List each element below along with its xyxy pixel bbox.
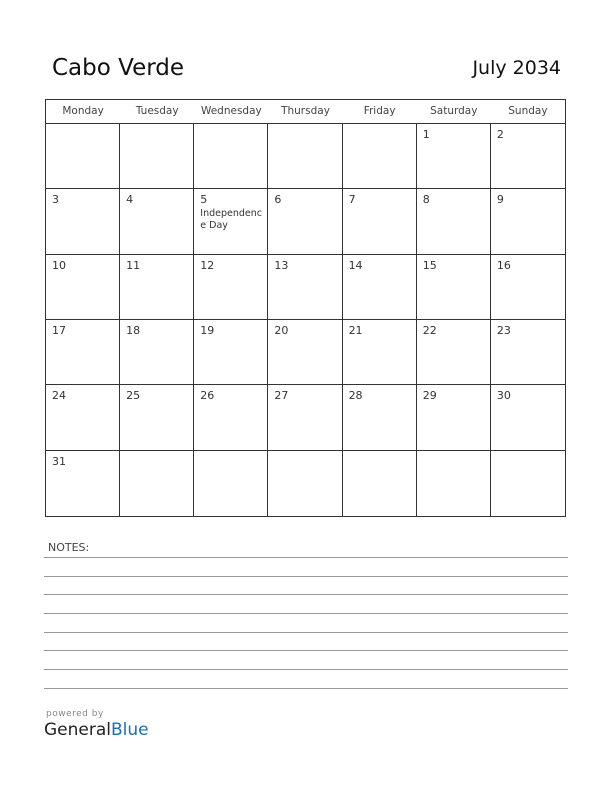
day-cell [120,255,194,320]
day-number: 18 [126,324,141,337]
day-cell [268,189,342,254]
day-cell [194,189,268,254]
day-cell [268,124,342,189]
weekday-label: Monday [62,105,104,117]
day-number: 9 [496,193,504,207]
day-number: 3 [52,193,59,207]
calendar-grid [45,99,566,517]
day-number: 6 [274,193,282,207]
brand-part-blue: Blue [111,720,149,740]
notes-line [44,650,568,651]
weekday-label: Friday [363,105,396,117]
day-cell [46,320,120,385]
weekday-label: Tuesday [135,105,179,117]
day-cell [491,320,565,385]
day-cell [268,320,342,385]
day-cell [268,451,342,516]
notes-line [44,594,568,595]
day-number: 23 [496,324,511,337]
country-title: Cabo Verde [52,55,185,81]
day-number: 4 [126,193,134,207]
day-number: 17 [52,324,66,337]
day-number: 12 [200,258,215,272]
day-cell [268,385,342,450]
day-cell [46,124,120,189]
day-number: 15 [422,258,437,272]
day-cell [120,189,194,254]
day-cell [491,385,565,450]
notes-line [44,613,568,614]
brand-part-general: General [44,720,111,740]
month-year: July 2034 [472,57,561,79]
notes-label: NOTES: [48,541,90,554]
weekday-label: Saturday [430,105,478,117]
day-cell [194,124,268,189]
weekday-label: Thursday [281,105,330,117]
day-cell [46,451,120,516]
powered-by-text: powered by [46,709,104,719]
day-cell [120,320,194,385]
day-cell [417,124,491,189]
day-cell [343,189,417,254]
weekday-header [46,100,565,124]
holiday-label: Independence Day [200,208,262,232]
day-cell [417,255,491,320]
day-number: 7 [348,193,356,207]
day-number: 8 [422,193,430,207]
day-number: 26 [200,389,215,403]
day-cell [491,189,565,254]
weekday-label: Wednesday [200,105,262,117]
day-cell [120,451,194,516]
day-cell [120,124,194,189]
day-cell [491,124,565,189]
day-cell [343,255,417,320]
notes-line [44,669,568,670]
day-number: 28 [348,389,363,403]
day-number: 31 [52,454,66,468]
day-cell [46,385,120,450]
day-number: 13 [274,258,289,272]
notes-line [44,576,568,577]
day-cell [343,320,417,385]
day-number: 25 [126,389,141,403]
day-cell [194,451,268,516]
day-number: 2 [496,128,504,141]
day-number: 5 [200,193,208,207]
day-cell [417,320,491,385]
day-number: 22 [422,324,437,337]
day-number: 10 [52,258,66,272]
day-cell [46,189,120,254]
day-cell [194,255,268,320]
day-number: 19 [200,324,215,337]
day-number: 29 [422,389,437,403]
day-cell [417,451,491,516]
day-number: 1 [422,128,430,141]
day-cell [343,385,417,450]
weekday-label: Sunday [508,105,548,117]
day-number: 21 [348,324,363,337]
notes-line [44,557,568,558]
day-cell [343,451,417,516]
day-cell [343,124,417,189]
day-number: 14 [348,258,363,272]
day-number: 24 [52,389,66,403]
day-number: 16 [496,258,511,272]
day-cell [417,189,491,254]
day-cell [268,255,342,320]
day-cell [491,255,565,320]
day-number: 27 [274,389,289,403]
day-cell [120,385,194,450]
notes-line [44,632,568,633]
day-cell [417,385,491,450]
day-grid [46,124,565,516]
day-cell [491,451,565,516]
day-number: 11 [126,258,141,272]
brand-logo [44,720,149,740]
day-cell [46,255,120,320]
day-number: 30 [496,389,511,403]
day-number: 20 [274,324,289,337]
day-cell [194,385,268,450]
day-cell [194,320,268,385]
notes-line [44,688,568,689]
